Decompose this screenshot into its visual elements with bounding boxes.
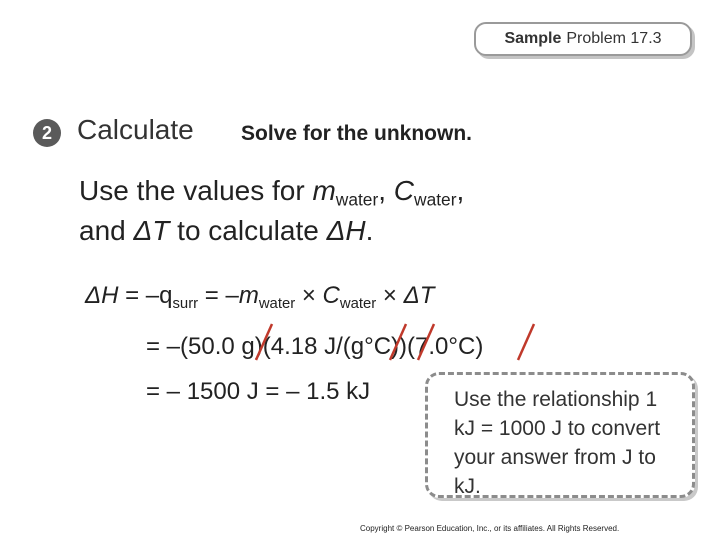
times-sign: × bbox=[376, 282, 404, 309]
subscript-water: water bbox=[335, 189, 379, 210]
equation-line bbox=[85, 282, 434, 310]
instruction-text: to calculate bbox=[169, 215, 327, 246]
step-title: Calculate bbox=[77, 114, 194, 145]
equation-part: = –q bbox=[118, 282, 173, 309]
hint-text: Use the relationship 1 kJ = 1000 J to convert your answer from J to kJ. bbox=[454, 388, 661, 498]
step-subtitle: Solve for the unknown. bbox=[241, 122, 473, 145]
cancel-mark-grams bbox=[250, 320, 280, 364]
variable-m: m bbox=[238, 282, 259, 309]
subscript-water: water bbox=[258, 295, 296, 312]
hint-callout bbox=[425, 372, 695, 498]
cancel-mark-celsius bbox=[512, 320, 542, 364]
variable-delta-h: ΔH bbox=[326, 215, 366, 246]
step-number-circle: 2 bbox=[33, 119, 61, 147]
copyright-notice: Copyright © Pearson Education, Inc., or its affiliates. All Rights Reserved. bbox=[360, 524, 620, 533]
separator: , bbox=[378, 175, 394, 206]
subscript-surr: surr bbox=[172, 295, 199, 312]
cancel-mark-celsius-denominator bbox=[412, 320, 442, 364]
equation-part: = – bbox=[198, 282, 239, 309]
instruction-text: and bbox=[79, 215, 134, 246]
substitution-line: = –(50.0 g)(4.18 J/(g°C))(7.0°C) bbox=[146, 333, 484, 360]
variable-delta-t: ΔT bbox=[403, 282, 435, 309]
instruction-text: . bbox=[365, 215, 374, 246]
times-sign: × bbox=[295, 282, 323, 309]
variable-c: C bbox=[322, 282, 340, 309]
separator: , bbox=[456, 175, 465, 206]
variable-m: m bbox=[312, 175, 336, 206]
variable-c: C bbox=[393, 175, 415, 206]
subscript-water: water bbox=[414, 189, 457, 210]
subscript-water: water bbox=[339, 295, 377, 312]
variable-delta-t: ΔT bbox=[133, 215, 170, 246]
result-line: = – 1500 J = – 1.5 kJ bbox=[146, 378, 371, 405]
cancel-mark-grams-denominator bbox=[384, 320, 414, 364]
badge-label: Problem 17.3 bbox=[566, 30, 662, 47]
instruction-line-2 bbox=[79, 215, 373, 247]
equation-lhs: ΔH bbox=[85, 282, 119, 309]
instruction-text: Use the values for bbox=[79, 175, 313, 206]
badge-bold-label: Sample bbox=[504, 30, 562, 47]
sample-problem-badge bbox=[474, 22, 692, 56]
instruction-line-1 bbox=[79, 175, 465, 210]
